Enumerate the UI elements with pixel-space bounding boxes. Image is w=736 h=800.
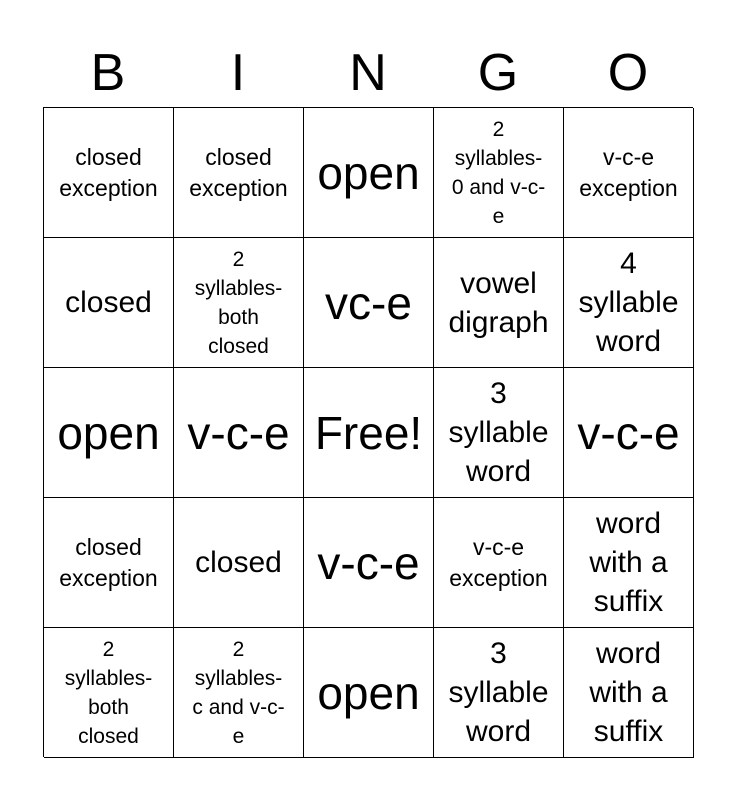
cell-text: closed exception	[59, 143, 158, 201]
bingo-cell[interactable]	[44, 238, 174, 368]
cell-text: v-c-e	[187, 406, 290, 459]
cell-text: open	[57, 406, 160, 459]
cell-text: vowel digraph	[448, 266, 549, 339]
bingo-cell[interactable]	[434, 238, 564, 368]
bingo-cell[interactable]	[44, 628, 174, 758]
bingo-cell[interactable]	[174, 498, 304, 628]
cell-text: closed	[65, 286, 152, 319]
bingo-cell[interactable]	[564, 368, 694, 498]
header-letter-n: N	[349, 44, 387, 102]
header-letter-o: O	[607, 44, 649, 102]
cell-text: word with a suffix	[589, 507, 668, 618]
cell-text: 3 syllable word	[448, 637, 549, 748]
cell-text: word with a suffix	[589, 637, 668, 748]
free-space-cell[interactable]	[304, 368, 434, 498]
cell-text: vc-e	[325, 276, 412, 329]
cell-text: 2 syllables- c and v-c- e	[192, 637, 285, 748]
cell-text: 2 syllables- both closed	[194, 247, 283, 358]
bingo-cell[interactable]	[174, 628, 304, 758]
bingo-cell[interactable]	[44, 368, 174, 498]
cell-text: v-c-e	[577, 406, 680, 459]
cell-text: 4 syllable word	[578, 247, 679, 358]
bingo-cell[interactable]	[44, 108, 174, 238]
cell-text: 2 syllables- both closed	[64, 637, 153, 748]
bingo-board	[43, 107, 693, 757]
bingo-cell[interactable]	[304, 628, 434, 758]
cell-text: v-c-e exception	[579, 143, 678, 201]
cell-text: closed	[195, 546, 282, 579]
bingo-cell[interactable]	[434, 368, 564, 498]
bingo-header	[43, 38, 693, 108]
bingo-cell[interactable]	[174, 238, 304, 368]
cell-text: closed exception	[189, 143, 288, 201]
bingo-cell[interactable]	[304, 498, 434, 628]
cell-text: open	[317, 146, 420, 199]
header-letter-b: B	[90, 44, 126, 102]
bingo-cell[interactable]	[44, 498, 174, 628]
cell-text: v-c-e exception	[449, 533, 548, 591]
cell-text: v-c-e	[317, 536, 420, 589]
bingo-cell[interactable]	[434, 498, 564, 628]
cell-text: 2 syllables- 0 and v-c- e	[451, 117, 546, 228]
cell-text: open	[317, 666, 420, 719]
bingo-cell[interactable]	[304, 108, 434, 238]
bingo-cell[interactable]	[434, 108, 564, 238]
bingo-cell[interactable]	[564, 628, 694, 758]
bingo-cell[interactable]	[174, 368, 304, 498]
cell-text: Free!	[314, 406, 423, 459]
header-letter-g: G	[477, 44, 519, 102]
bingo-cell[interactable]	[434, 628, 564, 758]
bingo-cell[interactable]	[174, 108, 304, 238]
bingo-cell[interactable]	[564, 498, 694, 628]
bingo-cell[interactable]	[304, 238, 434, 368]
cell-text: 3 syllable word	[448, 377, 549, 488]
header-letter-i: I	[230, 44, 246, 102]
bingo-cell[interactable]	[564, 238, 694, 368]
bingo-cell[interactable]	[564, 108, 694, 238]
cell-text: closed exception	[59, 533, 158, 591]
